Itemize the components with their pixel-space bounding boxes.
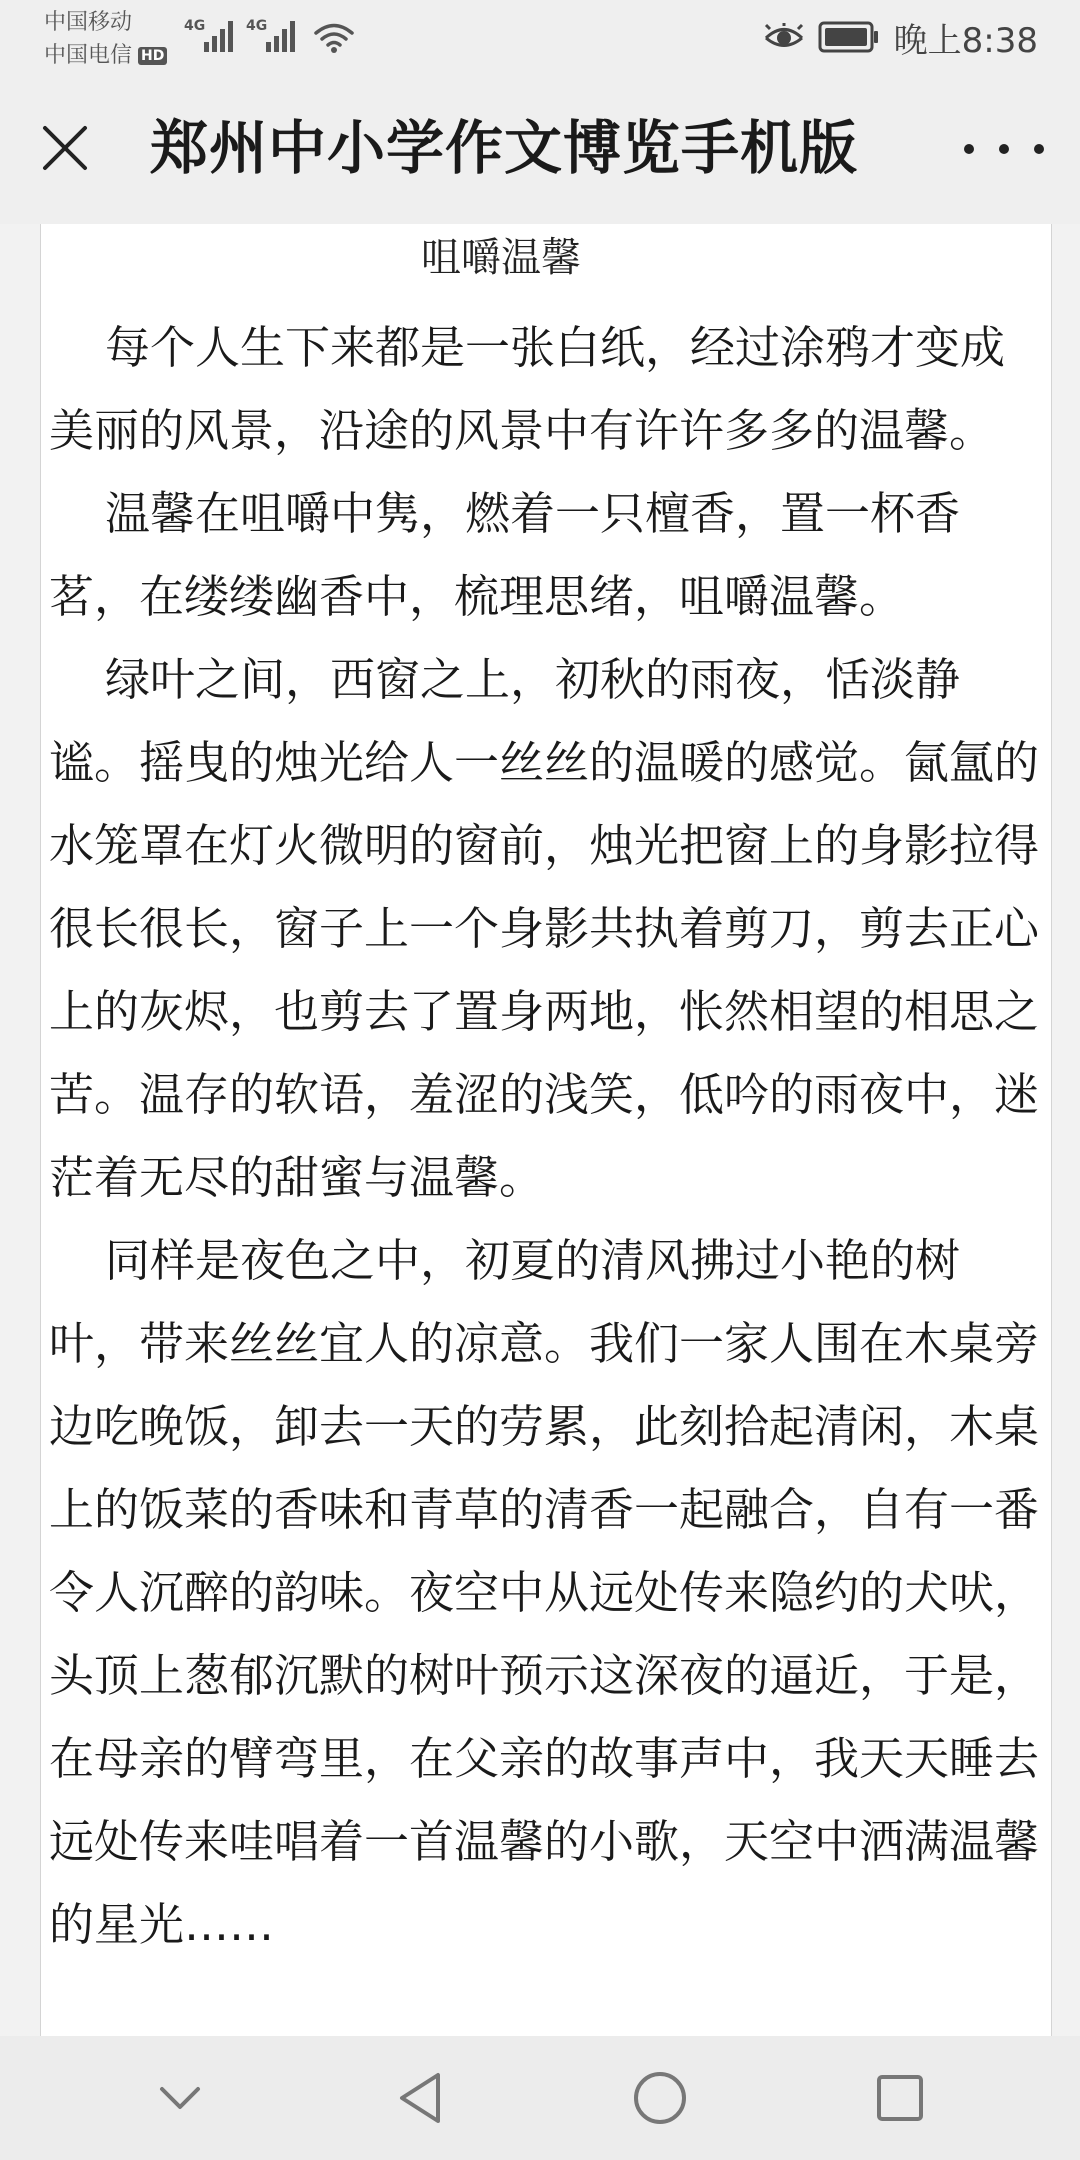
chevron-down-icon: [158, 2085, 202, 2111]
app-header: [0, 74, 1080, 224]
network-type-2: 4G: [246, 18, 268, 34]
network-indicators: [184, 14, 354, 54]
carrier-2: 中国电信: [44, 43, 133, 68]
navigation-bar: [0, 2036, 1080, 2160]
page-title: 郑州中小学作文博览手机版: [150, 114, 859, 182]
more-icon: [964, 144, 974, 154]
status-time: 晚上8:38: [893, 20, 1038, 61]
status-bar: [0, 0, 1080, 74]
close-button[interactable]: [34, 114, 96, 182]
content-area[interactable]: [0, 224, 1080, 2036]
recents-icon: [875, 2073, 925, 2123]
recents-button[interactable]: [855, 2053, 945, 2143]
hd-badge: HD: [138, 47, 167, 65]
signal-group-1: [184, 16, 238, 54]
paragraph: 温馨在咀嚼中隽，燃着一只檀香，置一杯香茗，在缕缕幽香中，梳理思绪，咀嚼温馨。: [49, 487, 961, 623]
hide-nav-button[interactable]: [135, 2053, 225, 2143]
paragraph: 绿叶之间，西窗之上，初秋的雨夜，恬淡静谧。摇曳的烛光给人一丝丝的温暖的感觉。氤氲的水笼罩在灯火微明的窗前，烛光把窗上的身影拉得很长很长，窗子上一个身影共执着剪刀，剪去正心上的灰烬，也剪去了置身两地，怅然相望的相思之苦。温存的软语，羞涩的浅笑，低吟的雨夜中，迷茫着无尽的甜蜜与温馨。: [49, 653, 1040, 1204]
wifi-icon: [314, 22, 354, 54]
back-button[interactable]: [375, 2053, 465, 2143]
status-right: [764, 12, 1038, 62]
eye-icon: [764, 23, 804, 51]
article-title: 咀嚼温馨: [421, 235, 581, 281]
signal-group-2: [246, 16, 300, 54]
article-body: [49, 306, 1039, 1966]
network-type-1: 4G: [184, 18, 206, 34]
more-icon: [1034, 144, 1044, 154]
back-icon: [396, 2071, 444, 2125]
paragraph: 同样是夜色之中，初夏的清风拂过小艳的树叶，带来丝丝宜人的凉意。我们一家人围在木桌旁边吃晚饭，卸去一天的劳累，此刻拾起清闲，木桌上的饭菜的香味和青草的清香一起融合，自有一番令人沉醉的韵味。夜空中从远处传来隐约的犬吠，头顶上葱郁沉默的树叶预示这深夜的逼近，于是，在母亲的臂弯里，在父亲的故事声中，我天天睡去远处传来哇唱着一首温馨的小歌，天空中洒满温馨的星光……: [49, 1234, 1040, 1951]
article: [40, 224, 1052, 2036]
battery-icon: [818, 21, 880, 53]
home-button[interactable]: [615, 2053, 705, 2143]
more-button[interactable]: [964, 124, 1044, 174]
paragraph: 每个人生下来都是一张白纸，经过涂鸦才变成美丽的风景，沿途的风景中有许许多多的温馨。: [49, 321, 1006, 457]
carrier-1: 中国移动: [44, 10, 133, 35]
close-icon: [41, 124, 89, 172]
home-icon: [632, 2070, 688, 2126]
more-icon: [999, 144, 1009, 154]
carrier-info: [44, 6, 167, 72]
